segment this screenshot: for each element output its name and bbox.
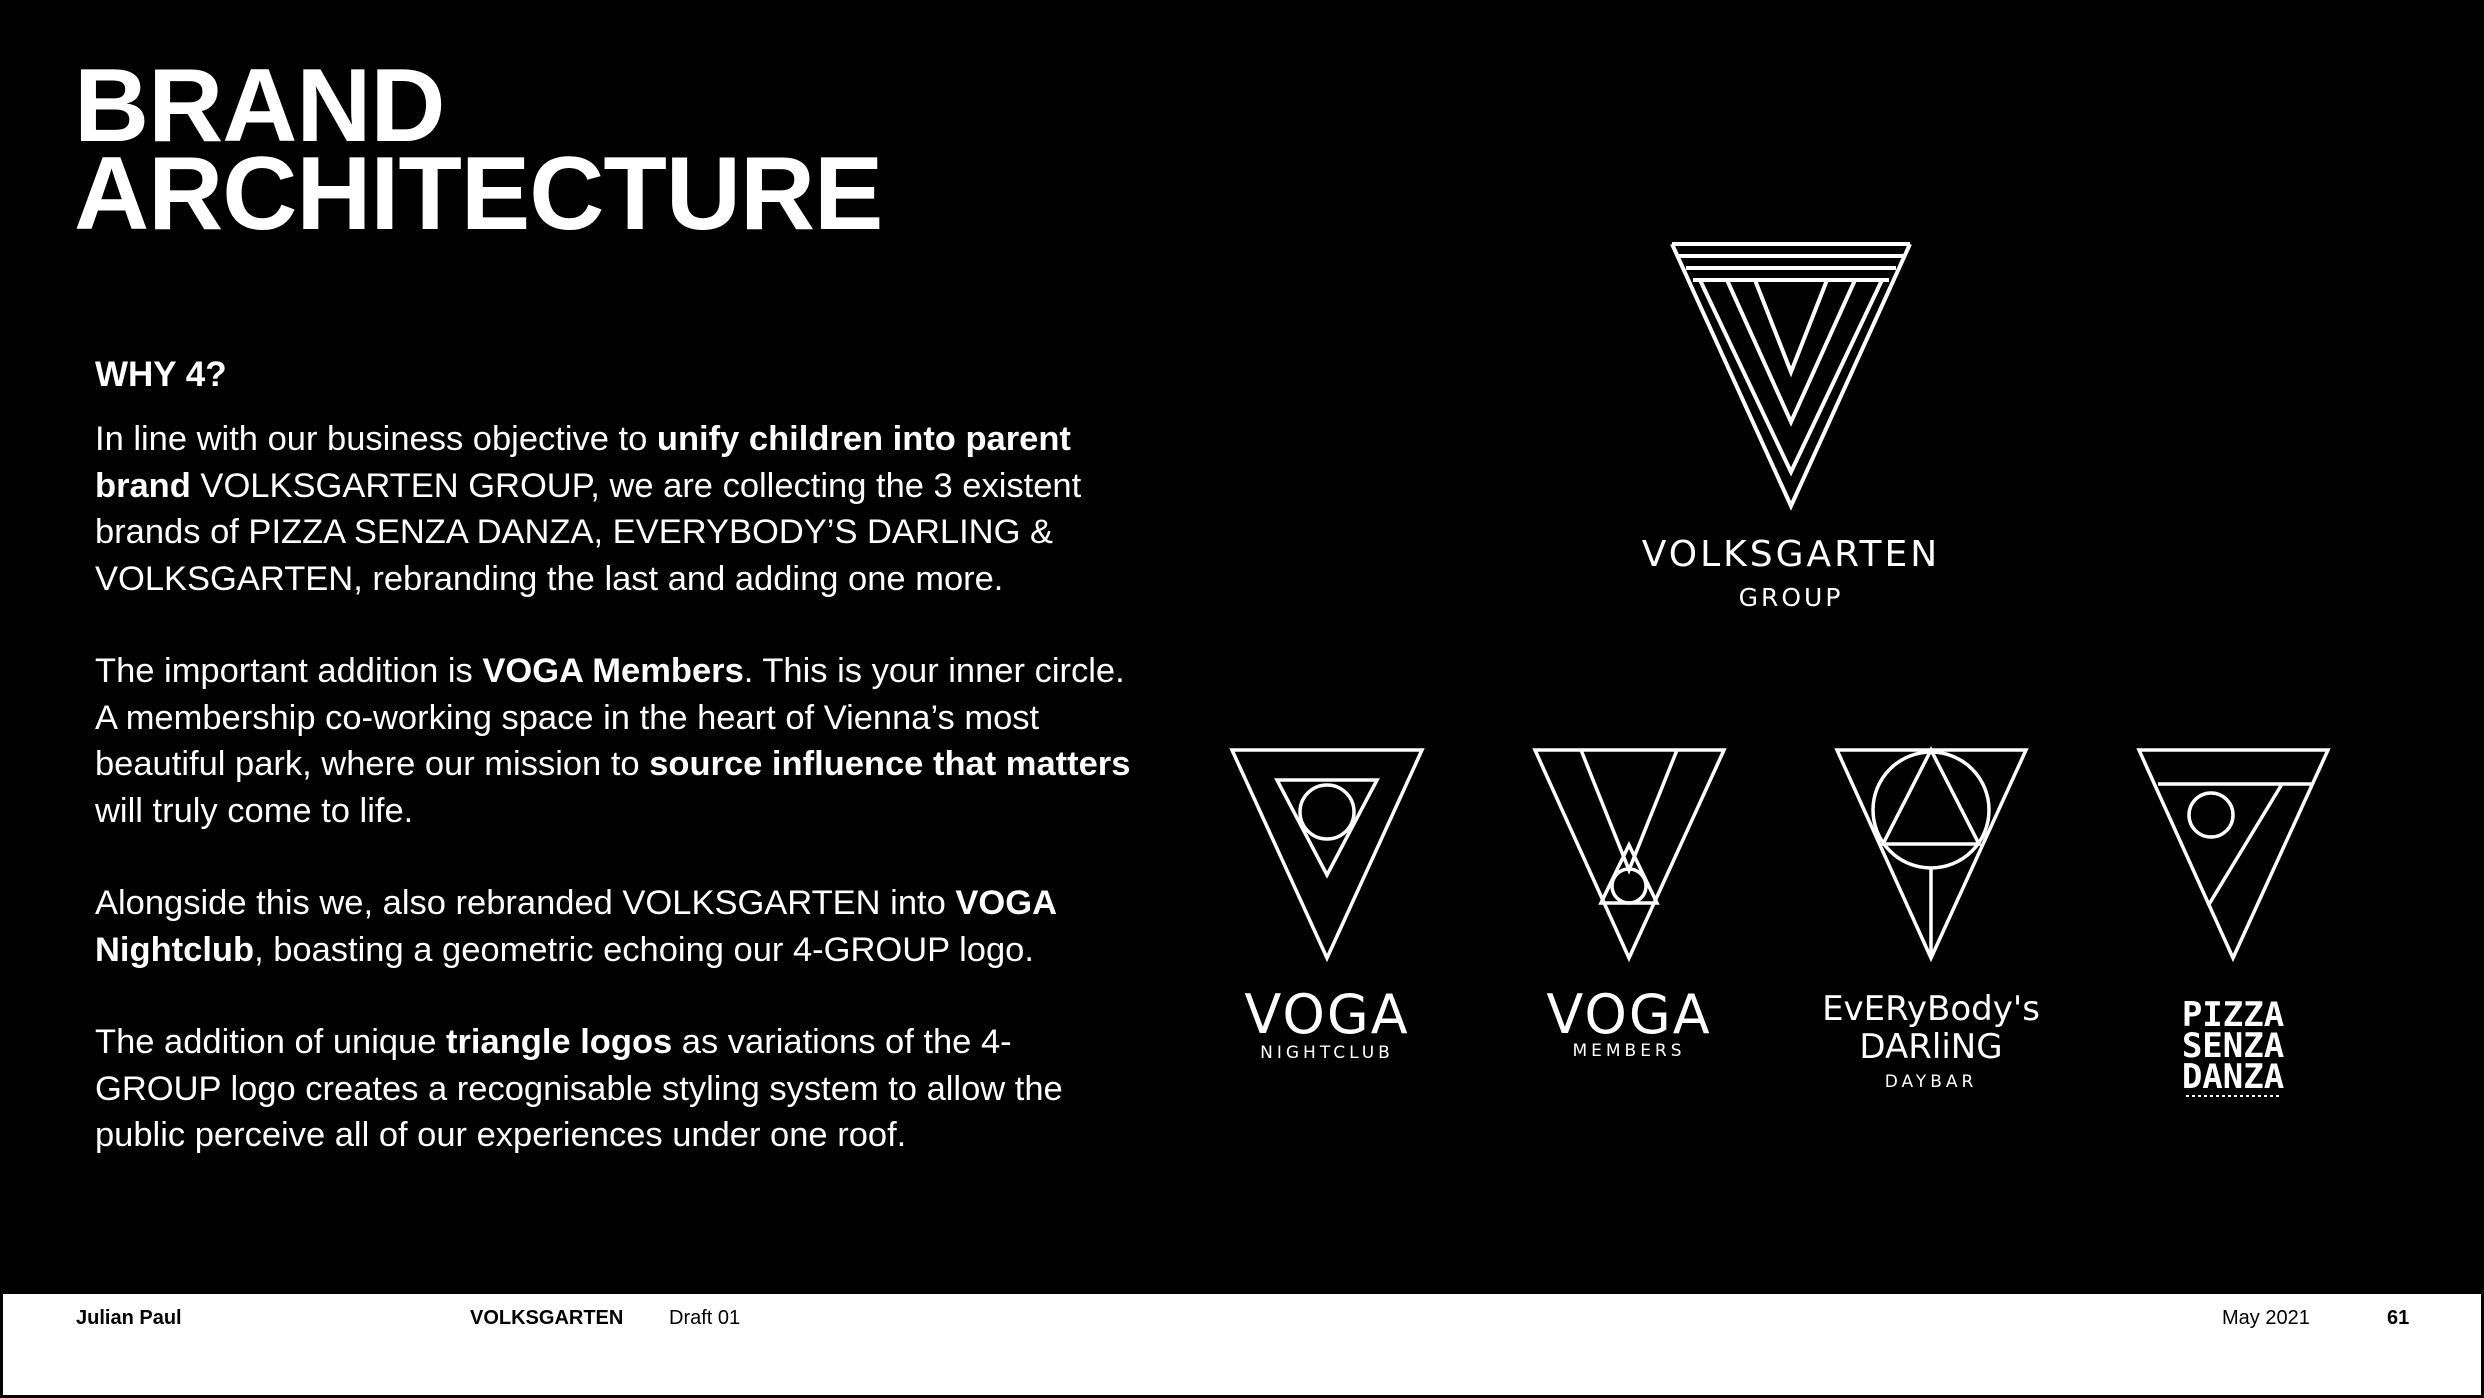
triangle-v-icon bbox=[1535, 750, 1724, 958]
triangle-small-circle-icon bbox=[2139, 750, 2328, 958]
paragraph-4: The addition of unique triangle logos as variations of the 4-GROUP logo creates a recognisable styling system to allow the public perceive all of our experiences under one roof. bbox=[95, 1023, 1063, 1154]
members-logo-sub: MEMBERS bbox=[1572, 1041, 1686, 1061]
voga-nightclub-logo bbox=[1232, 750, 1422, 1063]
title-line-2: ARCHITECTURE bbox=[74, 136, 883, 252]
pizza-senza-danza-logo bbox=[2139, 750, 2328, 1097]
footer-date: May 2021 bbox=[2222, 1307, 2310, 1329]
everybodys-darling-logo bbox=[1822, 750, 2040, 1092]
volksgarten-group-logo bbox=[1642, 244, 1940, 612]
group-logo-sub: GROUP bbox=[1738, 583, 1844, 612]
triangle-circle-icon bbox=[1232, 750, 1422, 958]
title-line-1: BRAND bbox=[74, 48, 445, 164]
members-logo-name: VOGA bbox=[1546, 983, 1712, 1046]
darling-logo-sub: DAYBAR bbox=[1884, 1072, 1978, 1092]
nested-triangle-icon bbox=[1672, 244, 1910, 506]
section-heading: WHY 4? bbox=[95, 355, 227, 394]
paragraph-1: In line with our business objective to unify children into parent brand VOLKSGARTEN GROUP, we are collecting the 3 existent brands of PIZZA SENZA DANZA, EVERYBODY’S DARLING & VOLKSGARTEN, rebranding the last and adding one more. bbox=[95, 420, 1082, 598]
darling-logo-line1: EvERyBody's bbox=[1822, 989, 2040, 1029]
voga-members-logo bbox=[1535, 750, 1724, 1061]
paragraph-3: Alongside this we, also rebranded VOLKSGARTEN into VOGA Nightclub, boasting a geometric echoing our 4-GROUP logo. bbox=[95, 884, 1056, 969]
pizza-logo-line3: DANZA bbox=[2181, 1057, 2285, 1097]
triangle-large-circle-icon bbox=[1837, 750, 2026, 958]
nightclub-logo-sub: NIGHTCLUB bbox=[1260, 1043, 1394, 1063]
darling-logo-line2: DARliNG bbox=[1859, 1027, 2003, 1067]
footer-author: Julian Paul bbox=[76, 1307, 182, 1329]
pizza-logo-line1: PIZZA bbox=[2181, 995, 2285, 1035]
pizza-logo-line2: SENZA bbox=[2181, 1026, 2285, 1066]
group-logo-name: VOLKSGARTEN bbox=[1641, 534, 1941, 575]
footer-brand: VOLKSGARTEN bbox=[470, 1307, 624, 1329]
paragraph-2: The important addition is VOGA Members. This is your inner circle. A membership co-working space in the heart of Vienna’s most beautiful park, where our mission to source influence that matters will truly come to life. bbox=[95, 652, 1131, 830]
footer bbox=[0, 1294, 2484, 1398]
nightclub-logo-name: VOGA bbox=[1244, 983, 1410, 1046]
footer-draft: Draft 01 bbox=[669, 1307, 741, 1329]
page-number: 61 bbox=[2387, 1307, 2410, 1329]
